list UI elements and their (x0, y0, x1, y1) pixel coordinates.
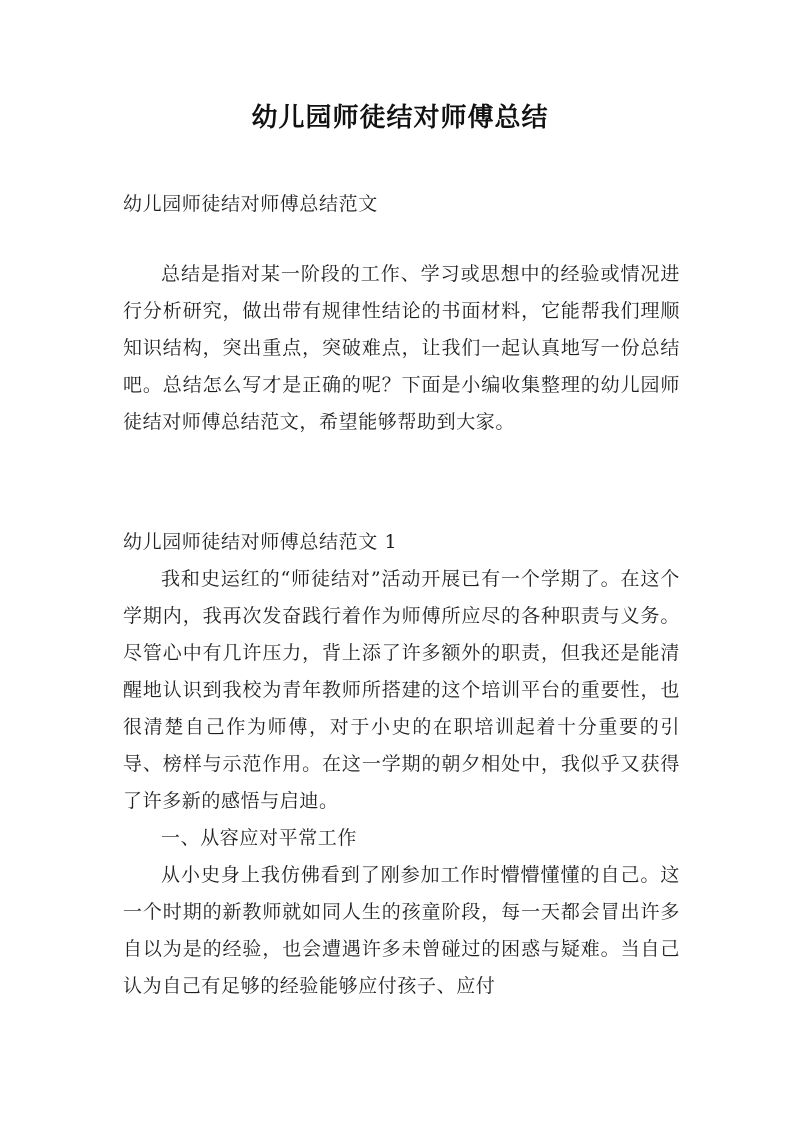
document-subtitle (123, 186, 680, 223)
section-1-paragraph-1: 我和史运红的“师徒结对”活动开展已有一个学期了。在这个学期内，我再次发奋践行着作为师傅所应尽的各种职责与义务。尽管心中有几许压力，背上添了许多额外的职责，但我还是能清醒地认识到我校为青年教师所搭建的这个培训平台的重要性，也很清楚自己作为师傅，对于小史的在职培训起着十分重要的引导、榜样与示范作用。在这一学期的朝夕相处中，我似乎又获得了许多新的感悟与启迪。 (123, 568, 680, 812)
intro-paragraph: 总结是指对某一阶段的工作、学习或思想中的经验或情况进行分析研究，做出带有规律性结论的书面材料，它能帮我们理顺知识结构，突出重点，突破难点，让我们一起认真地写一份总结吧。总结怎么写才是正确的呢？下面是小编收集整理的幼儿园师徒结对师傅总结范文，希望能够帮助到大家。 (123, 263, 680, 433)
section-1 (123, 524, 680, 1005)
section-1-subheading: 一、从容应对平常工作 (161, 827, 358, 849)
intro-section (123, 256, 680, 441)
section-1-heading: 幼儿园师徒结对师傅总结范文 1 (123, 531, 398, 553)
section-1-paragraph-2: 从小史身上我仿佛看到了刚参加工作时懵懵懂懂的自己。这一个时期的新教师就如同人生的孩童阶段，每一天都会冒出许多自以为是的经验，也会遭遇许多未曾碰过的困惑与疑难。当自己认为自己有足够的经验能够应付孩子、应付 (123, 864, 680, 997)
document-title: 幼儿园师徒结对师傅总结 (251, 103, 549, 133)
subtitle-text: 幼儿园师徒结对师傅总结范文 (123, 193, 378, 215)
